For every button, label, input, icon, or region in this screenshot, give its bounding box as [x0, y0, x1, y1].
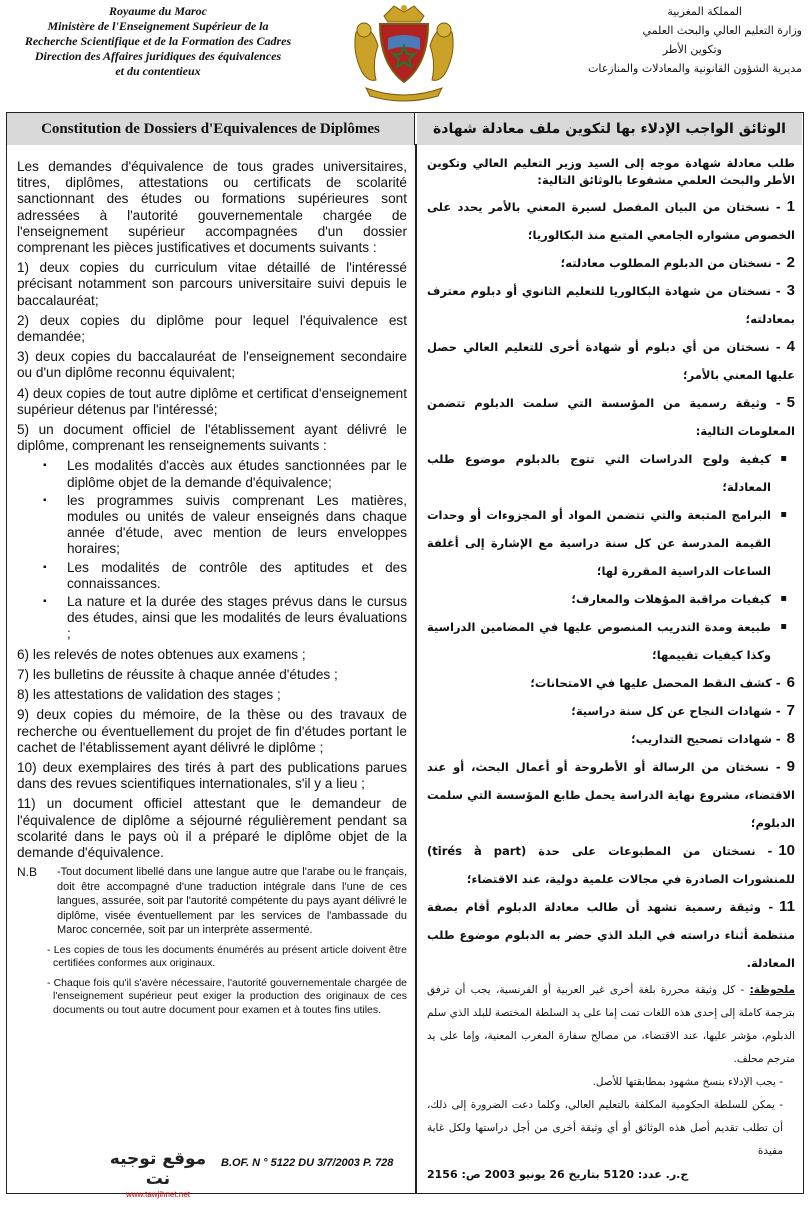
- ar-item-text: - شهادات تصحيح التداريب؛: [631, 732, 781, 746]
- french-column: [17, 159, 407, 1017]
- fr-bullet: ▪ Les modalités d'accès aux études sanctionnées par le diplôme objet de la demande d'équivalence;: [17, 458, 407, 490]
- header-fr-line: Direction des Affaires juridiques des équivalences: [34, 49, 282, 63]
- fr-item-4: 4) deux copies de tout autre diplôme et certificat d'enseignement supérieur détenus par l'intéressé;: [17, 385, 407, 417]
- ar-item: [427, 277, 795, 333]
- column-divider: [415, 145, 417, 1193]
- ar-item-text: - نسختان من شهادة البكالوريا للتعليم الثانوي أو دبلوم معترف بمعادلته؛: [427, 284, 795, 326]
- fr-bullet: ▪ les programmes suivis comprenant Les matières, modules ou unités de valeur enseignés dans chaque année d'étude, avec mention de leurs enveloppes horaires;: [17, 493, 407, 558]
- fr-item-6: 6) les relevés de notes obtenues aux examens ;: [17, 646, 306, 662]
- ar-item: [427, 389, 795, 445]
- title-bar: [7, 113, 802, 145]
- fr-note-copies: - Les copies de tous les documents énumérés au présent article doivent être certifiées conformes aux originaux.: [47, 943, 407, 970]
- fr-item-9: 9) deux copies du mémoire, de la thèse ou des travaux de recherche ou éventuellement du projet de fin d'études portant le cachet de l'établissement ayant délivré le diplôme ;: [17, 707, 407, 755]
- ar-bullet: ▪ طبيعة ومدة التدريب المنصوص عليها في المضامين الدراسية وكذا كيفيات تقييمها؛: [427, 613, 795, 669]
- fr-item-11: 11) un document officiel attestant que le demandeur de l'équivalence de diplôme a séjourné régulièrement pendant sa scolarité dans le pays où il a préparé le diplôme objet de la demande d'équivalence.: [17, 796, 407, 860]
- ar-item-number: 1: [786, 198, 795, 215]
- moroccan-coat-of-arms-icon: [346, 2, 462, 104]
- ar-item-text: - نسختان من البيان المفصل لسيرة المعني بالأمر يحدد على الخصوص مشواره الجامعي المتبع منذ البكالوريا؛: [427, 200, 795, 242]
- ar-item-number: 10: [778, 842, 795, 859]
- ar-item: [427, 669, 795, 697]
- header-french: [8, 4, 308, 79]
- title-arabic: الوثائق الواجب الإدلاء بها لتكوين ملف معادلة شهادة: [417, 113, 802, 145]
- header-ar-line: مديرية الشؤون القانونية والمعادلات والمنازعات: [588, 62, 802, 75]
- ar-item: [427, 249, 795, 277]
- header-ar-line: وزارة التعليم العالي والبحث العلمي: [642, 24, 802, 37]
- ar-item-text: - شهادات النجاح عن كل سنة دراسية؛: [571, 704, 781, 718]
- nb-label: N.B: [17, 865, 38, 880]
- logo-name: موقع توجيه نت: [109, 1149, 207, 1189]
- fr-intro: Les demandes d'équivalence de tous grades universitaires, titres, diplômes, attestations ou certificats de scolarité sanctionnant des études ou formations supérieures sont adressées à l'autorité gouvernementale chargée de l'enseignement supérieur accompagnées d'un dossier comprenant les pièces justificatives et documents suivants :: [17, 159, 407, 256]
- tawjihnet-logo: [103, 1149, 213, 1199]
- ar-item-text: - نسختان من أي دبلوم أو شهادة أخرى للتعليم العالي حصل عليها المعني بالأمر؛: [427, 340, 795, 382]
- logo-url: www.tawjihnet.net: [125, 1190, 191, 1199]
- header-fr-line: Recherche Scientifique et de la Formation des Cadres: [24, 34, 292, 48]
- fr-bullet: ▪ La nature et la durée des stages prévus dans le cursus des études, ainsi que les modalités de leurs évaluations ;: [17, 594, 407, 643]
- ar-item-number: 4: [786, 338, 795, 355]
- ar-item-text: - نسختان من المطبوعات على حدة (tirés à part) للمنشورات الصادرة في مجالات علمية دولية، عند الاقتضاء؛: [427, 844, 795, 886]
- ar-note-label: ملحوظة:: [749, 984, 796, 996]
- fr-item-8: 8) les attestations de validation des stages ;: [17, 687, 281, 703]
- ar-item: [427, 333, 795, 389]
- fr-nb-note: [17, 865, 407, 938]
- ar-item-text: - كشف النقط المحصل عليها في الامتحانات؛: [530, 676, 781, 690]
- ar-item: [427, 193, 795, 249]
- ar-intro: طلب معادلة شهادة موجه إلى السيد وزير التعليم العالي وتكوين الأطر والبحث العلمي مشفوعا بالوثائق التالية:: [427, 156, 795, 187]
- bof-reference: B.OF. N ° 5122 DU 3/7/2003 P. 728: [221, 1157, 394, 1169]
- ar-item-text: - وثيقة رسمية تشهد أن طالب معادلة الدبلوم أقام بصفة منتظمة أثناء دراسته في البلد الذي حضر به الدبلوم موضوع طلب المعادلة.: [427, 900, 795, 970]
- ar-item-number: 11: [779, 898, 795, 915]
- ar-item: [427, 837, 795, 893]
- ar-item-number: 8: [786, 730, 795, 747]
- fr-item-7: 7) les bulletins de réussite à chaque année d'études ;: [17, 666, 338, 682]
- ar-bullet: ▪ البرامج المتبعة والتي تتضمن المواد أو المجزوءات أو وحدات القيمة المدرسة عن كل سنة دراسية مع الإشارة إلى أغلفة الساعات الدراسية المقررة لها؛: [427, 501, 795, 585]
- ar-item-number: 2: [786, 254, 795, 271]
- fr-item-1: 1) deux copies du curriculum vitae détaillé de l'intéressé précisant notamment son parcours universitaire suivi depuis le baccalauréat;: [17, 260, 407, 308]
- fr-note-originals: - Chaque fois qu'il s'avère nécessaire, l'autorité gouvernementale chargée de l'enseignement supérieur peut exiger la production des originaux de ces documents ou tout autre document pour examen et à toutes fins utiles.: [47, 976, 407, 1016]
- arabic-column: [427, 155, 795, 1185]
- fr-item-10: 10) deux exemplaires des tirés à part des publications parues dans des revues scientifiques internationales, s'il y a lieu ;: [17, 759, 407, 792]
- fr-item-3: 3) deux copies du baccalauréat de l'enseignement secondaire ou d'un diplôme reconnu équivalent;: [17, 349, 407, 381]
- title-french: Constitution de Dossiers d'Equivalences de Diplômes: [7, 113, 415, 145]
- ar-note-text: - كل وثيقة محررة بلغة أخرى غير العربية أو الفرنسية، يجب أن ترفق بترجمة كاملة إلى إحدى هذه اللغات تمت إما على يد السلطة المختصة للبلد الذي سلم الدبلوم، مؤشر عليها، عند الاقتضاء، من مصالح سفارة المغرب المعنية، وإما على يد مترجم محلف.: [426, 984, 795, 1065]
- ar-item: [427, 893, 795, 977]
- ar-note: [427, 979, 795, 1071]
- ar-item-number: 9: [786, 758, 795, 775]
- ar-item-number: 5: [786, 394, 795, 411]
- header-ar-line: المملكة المغربية: [667, 5, 742, 18]
- ar-bullet: ▪ كيفيات مراقبة المؤهلات والمعارف؛: [427, 585, 795, 613]
- ar-bo-reference: ج.ر. عدد: 5120 بتاريخ 26 يونيو 2003 ص: 2156: [427, 1168, 689, 1181]
- fr-item-2: 2) deux copies du diplôme pour lequel l'équivalence est demandée;: [17, 312, 407, 345]
- header-ar-line: وتكوين الأطر: [662, 43, 722, 56]
- ar-item-number: 6: [786, 674, 795, 691]
- header-fr-line: Ministère de l'Enseignement Supérieur de la: [47, 19, 269, 33]
- document-frame: [6, 112, 804, 1199]
- ar-item-number: 3: [786, 282, 795, 299]
- ar-item-number: 7: [786, 702, 795, 719]
- ar-item-text: - نسختان من الرسالة أو الأطروحة أو أعمال البحث، أو عند الاقتضاء، مشروع نهاية الدراسة يحمل طابع المؤسسة التي سلمت الدبلوم؛: [427, 760, 795, 830]
- nb-text: -Tout document libellé dans une langue autre que l'arabe ou le français, doit être accompagné d'une traduction intégrale dans l'une de ces langues, assurée, soit par l'autorité compétente du pays ayant délivré le diplôme, visée éventuellement par les services de l'ambassade du Maroc concernée, soit par un interprète assermenté.: [57, 866, 407, 937]
- ar-item-text: - وثيقة رسمية من المؤسسة التي سلمت الدبلوم تتضمن المعلومات التالية:: [427, 396, 795, 438]
- ar-item: [427, 753, 795, 837]
- ar-note-originals: - يمكن للسلطة الحكومية المكلفة بالتعليم العالي، وكلما دعت الضرورة إلى ذلك، أن تطلب تقديم أصل هذه الوثائق أو أي وثيقة أخرى من أجل دراستها ولكل غاية مفيدة: [427, 1099, 783, 1157]
- header-fr-line: et du contentieux: [115, 64, 201, 78]
- fr-bullet-list: [17, 458, 407, 642]
- ar-note-copies: - يجب الإدلاء بنسخ مشهود بمطابقتها للأصل.: [592, 1076, 783, 1088]
- fr-bullet: ▪ Les modalités de contrôle des aptitudes et des connaissances.: [17, 560, 407, 592]
- header-fr-line: Royaume du Maroc: [108, 4, 207, 18]
- ar-item-text: - نسختان من الدبلوم المطلوب معادلته؛: [560, 256, 781, 270]
- document-header: [0, 0, 810, 108]
- ar-bullet: ▪ كيفية ولوج الدراسات التي تتوج بالدبلوم موضوع طلب المعادلة؛: [427, 445, 795, 501]
- fr-item-5: 5) un document officiel de l'établissement ayant délivré le diplôme, comprenant les renseignements suivants :: [17, 422, 407, 454]
- ar-item: [427, 697, 795, 725]
- header-arabic: [512, 2, 802, 78]
- ar-item: [427, 725, 795, 753]
